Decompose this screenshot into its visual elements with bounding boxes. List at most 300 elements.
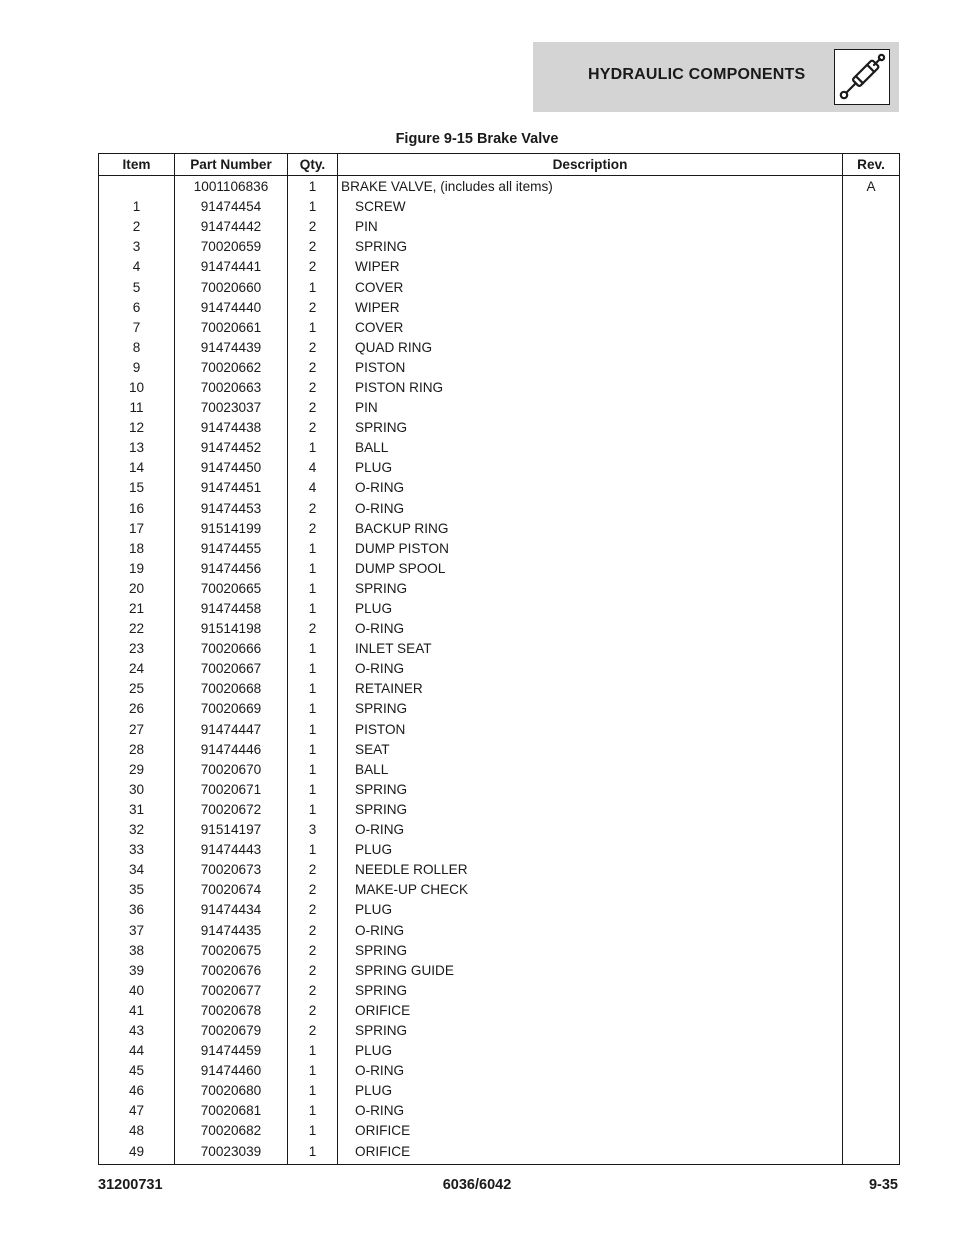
description-cell: COVER — [338, 277, 843, 297]
part-number-cell: 91474459 — [175, 1041, 288, 1061]
table-row — [99, 318, 900, 338]
part-number-cell: 70020663 — [175, 378, 288, 398]
part-number-cell: 70020671 — [175, 780, 288, 800]
description-cell: ORIFICE — [338, 1001, 843, 1021]
rev-cell — [843, 358, 900, 378]
part-number-cell: 70020681 — [175, 1101, 288, 1121]
table-row — [99, 338, 900, 358]
item-cell: 7 — [99, 318, 175, 338]
part-number-cell: 91514199 — [175, 519, 288, 539]
part-number-cell: 70020679 — [175, 1021, 288, 1041]
item-cell: 24 — [99, 659, 175, 679]
rev-cell — [843, 1142, 900, 1165]
part-number-cell: 91474453 — [175, 499, 288, 519]
description-cell: O-RING — [338, 499, 843, 519]
qty-cell: 1 — [288, 318, 338, 338]
qty-cell: 2 — [288, 418, 338, 438]
table-header-row — [99, 154, 900, 176]
part-number-cell: 91474447 — [175, 720, 288, 740]
description-cell: O-RING — [338, 619, 843, 639]
table-row — [99, 458, 900, 478]
description-cell: BALL — [338, 760, 843, 780]
part-number-cell: 70020670 — [175, 760, 288, 780]
qty-cell: 1 — [288, 277, 338, 297]
item-cell: 14 — [99, 458, 175, 478]
item-cell: 49 — [99, 1142, 175, 1165]
item-cell: 19 — [99, 559, 175, 579]
part-number-cell: 70020659 — [175, 237, 288, 257]
table-row — [99, 941, 900, 961]
qty-cell: 3 — [288, 820, 338, 840]
description-cell: DUMP PISTON — [338, 539, 843, 559]
qty-cell: 4 — [288, 458, 338, 478]
table-row — [99, 358, 900, 378]
table-row — [99, 1041, 900, 1061]
rev-cell — [843, 257, 900, 277]
table-row — [99, 499, 900, 519]
part-number-cell: 70020660 — [175, 277, 288, 297]
item-cell: 45 — [99, 1061, 175, 1081]
qty-cell: 1 — [288, 559, 338, 579]
rev-cell — [843, 418, 900, 438]
rev-cell — [843, 217, 900, 237]
item-cell: 36 — [99, 900, 175, 920]
item-cell: 11 — [99, 398, 175, 418]
table-row — [99, 1101, 900, 1121]
rev-cell — [843, 820, 900, 840]
footer-model: 6036/6042 — [442, 1177, 512, 1193]
rev-cell — [843, 1041, 900, 1061]
col-header-qty: Qty. — [288, 154, 338, 176]
table-row — [99, 378, 900, 398]
table-row — [99, 1142, 900, 1165]
part-number-cell: 91474451 — [175, 478, 288, 498]
table-row — [99, 860, 900, 880]
item-cell: 5 — [99, 277, 175, 297]
description-cell: MAKE-UP CHECK — [338, 880, 843, 900]
part-number-cell: 91474439 — [175, 338, 288, 358]
qty-cell: 2 — [288, 1021, 338, 1041]
table-row — [99, 176, 900, 198]
description-cell: PISTON — [338, 358, 843, 378]
qty-cell: 4 — [288, 478, 338, 498]
qty-cell: 2 — [288, 217, 338, 237]
qty-cell: 2 — [288, 298, 338, 318]
part-number-cell: 70020669 — [175, 699, 288, 719]
rev-cell — [843, 478, 900, 498]
description-cell: ORIFICE — [338, 1142, 843, 1165]
qty-cell: 1 — [288, 197, 338, 217]
rev-cell — [843, 458, 900, 478]
item-cell: 10 — [99, 378, 175, 398]
table-row — [99, 418, 900, 438]
qty-cell: 2 — [288, 378, 338, 398]
parts-table-body — [99, 176, 900, 1165]
table-row — [99, 519, 900, 539]
description-cell: SPRING — [338, 699, 843, 719]
description-cell: O-RING — [338, 920, 843, 940]
part-number-cell: 70020682 — [175, 1121, 288, 1141]
table-row — [99, 659, 900, 679]
table-row — [99, 820, 900, 840]
item-cell: 21 — [99, 599, 175, 619]
rev-cell — [843, 920, 900, 940]
item-cell: 9 — [99, 358, 175, 378]
table-row — [99, 197, 900, 217]
description-cell: SPRING — [338, 981, 843, 1001]
rev-cell — [843, 197, 900, 217]
part-number-cell: 91474454 — [175, 197, 288, 217]
table-row — [99, 298, 900, 318]
qty-cell: 1 — [288, 780, 338, 800]
item-cell: 13 — [99, 438, 175, 458]
qty-cell: 2 — [288, 499, 338, 519]
table-row — [99, 961, 900, 981]
rev-cell — [843, 860, 900, 880]
rev-cell — [843, 438, 900, 458]
qty-cell: 2 — [288, 860, 338, 880]
description-cell: PIN — [338, 398, 843, 418]
part-number-cell: 91514198 — [175, 619, 288, 639]
qty-cell: 1 — [288, 539, 338, 559]
rev-cell — [843, 398, 900, 418]
item-cell: 16 — [99, 499, 175, 519]
rev-cell — [843, 1101, 900, 1121]
rev-cell — [843, 519, 900, 539]
col-header-description: Description — [338, 154, 843, 176]
item-cell: 12 — [99, 418, 175, 438]
table-row — [99, 679, 900, 699]
description-cell: SPRING — [338, 418, 843, 438]
description-cell: QUAD RING — [338, 338, 843, 358]
part-number-cell: 91474435 — [175, 920, 288, 940]
qty-cell: 1 — [288, 699, 338, 719]
rev-cell — [843, 559, 900, 579]
rev-cell — [843, 277, 900, 297]
qty-cell: 1 — [288, 579, 338, 599]
table-row — [99, 800, 900, 820]
table-row — [99, 237, 900, 257]
footer-page-number: 9-35 — [868, 1177, 898, 1193]
part-number-cell: 70020673 — [175, 860, 288, 880]
col-header-part-number: Part Number — [175, 154, 288, 176]
qty-cell: 1 — [288, 599, 338, 619]
part-number-cell: 91514197 — [175, 820, 288, 840]
item-cell: 38 — [99, 941, 175, 961]
rev-cell — [843, 499, 900, 519]
rev-cell — [843, 800, 900, 820]
table-row — [99, 217, 900, 237]
item-cell: 22 — [99, 619, 175, 639]
item-cell: 43 — [99, 1021, 175, 1041]
item-cell: 34 — [99, 860, 175, 880]
qty-cell: 2 — [288, 338, 338, 358]
table-row — [99, 1081, 900, 1101]
table-row — [99, 900, 900, 920]
part-number-cell: 91474455 — [175, 539, 288, 559]
part-number-cell: 70020677 — [175, 981, 288, 1001]
item-cell: 6 — [99, 298, 175, 318]
rev-cell — [843, 237, 900, 257]
description-cell: SPRING GUIDE — [338, 961, 843, 981]
description-cell: PLUG — [338, 1041, 843, 1061]
qty-cell: 2 — [288, 941, 338, 961]
qty-cell: 2 — [288, 257, 338, 277]
table-row — [99, 639, 900, 659]
part-number-cell: 70020668 — [175, 679, 288, 699]
table-row — [99, 1061, 900, 1081]
description-cell: DUMP SPOOL — [338, 559, 843, 579]
description-cell: BACKUP RING — [338, 519, 843, 539]
description-cell: O-RING — [338, 1101, 843, 1121]
table-row — [99, 1121, 900, 1141]
rev-cell — [843, 659, 900, 679]
item-cell: 48 — [99, 1121, 175, 1141]
description-cell: INLET SEAT — [338, 639, 843, 659]
description-cell: SPRING — [338, 941, 843, 961]
item-cell: 3 — [99, 237, 175, 257]
table-row — [99, 880, 900, 900]
description-cell: O-RING — [338, 659, 843, 679]
part-number-cell: 70020662 — [175, 358, 288, 378]
table-row — [99, 1021, 900, 1041]
hydraulic-cylinder-icon — [834, 49, 890, 105]
qty-cell: 2 — [288, 619, 338, 639]
rev-cell — [843, 740, 900, 760]
part-number-cell: 91474450 — [175, 458, 288, 478]
rev-cell — [843, 1021, 900, 1041]
qty-cell: 1 — [288, 740, 338, 760]
part-number-cell: 70020661 — [175, 318, 288, 338]
item-cell: 47 — [99, 1101, 175, 1121]
rev-cell — [843, 338, 900, 358]
qty-cell: 2 — [288, 981, 338, 1001]
rev-cell — [843, 1061, 900, 1081]
qty-cell: 1 — [288, 1142, 338, 1165]
rev-cell — [843, 981, 900, 1001]
item-cell: 33 — [99, 840, 175, 860]
qty-cell: 1 — [288, 1061, 338, 1081]
part-number-cell: 91474458 — [175, 599, 288, 619]
description-cell: O-RING — [338, 478, 843, 498]
rev-cell — [843, 1121, 900, 1141]
qty-cell: 1 — [288, 720, 338, 740]
qty-cell: 2 — [288, 961, 338, 981]
part-number-cell: 70020678 — [175, 1001, 288, 1021]
table-row — [99, 760, 900, 780]
part-number-cell: 91474442 — [175, 217, 288, 237]
item-cell: 18 — [99, 539, 175, 559]
item-cell: 25 — [99, 679, 175, 699]
part-number-cell: 91474443 — [175, 840, 288, 860]
table-row — [99, 438, 900, 458]
col-header-item: Item — [99, 154, 175, 176]
part-number-cell: 91474446 — [175, 740, 288, 760]
description-cell: O-RING — [338, 1061, 843, 1081]
description-cell: SPRING — [338, 780, 843, 800]
item-cell: 23 — [99, 639, 175, 659]
description-cell: SEAT — [338, 740, 843, 760]
part-number-cell: 91474438 — [175, 418, 288, 438]
footer-doc-number: 31200731 — [98, 1177, 163, 1193]
description-cell: NEEDLE ROLLER — [338, 860, 843, 880]
item-cell — [99, 176, 175, 198]
item-cell: 40 — [99, 981, 175, 1001]
item-cell: 41 — [99, 1001, 175, 1021]
parts-table — [98, 153, 900, 1165]
rev-cell — [843, 941, 900, 961]
qty-cell: 1 — [288, 800, 338, 820]
part-number-cell: 70023037 — [175, 398, 288, 418]
qty-cell: 2 — [288, 237, 338, 257]
part-number-cell: 1001106836 — [175, 176, 288, 198]
rev-cell — [843, 599, 900, 619]
item-cell: 39 — [99, 961, 175, 981]
table-row — [99, 720, 900, 740]
rev-cell: A — [843, 176, 900, 198]
figure-title: Figure 9-15 Brake Valve — [395, 131, 559, 147]
table-row — [99, 539, 900, 559]
item-cell: 20 — [99, 579, 175, 599]
item-cell: 35 — [99, 880, 175, 900]
rev-cell — [843, 880, 900, 900]
rev-cell — [843, 720, 900, 740]
part-number-cell: 70020675 — [175, 941, 288, 961]
description-cell: SPRING — [338, 1021, 843, 1041]
item-cell: 2 — [99, 217, 175, 237]
part-number-cell: 70020665 — [175, 579, 288, 599]
description-cell: COVER — [338, 318, 843, 338]
description-cell: PISTON — [338, 720, 843, 740]
qty-cell: 1 — [288, 438, 338, 458]
part-number-cell: 91474440 — [175, 298, 288, 318]
item-cell: 29 — [99, 760, 175, 780]
rev-cell — [843, 579, 900, 599]
rev-cell — [843, 539, 900, 559]
table-row — [99, 579, 900, 599]
qty-cell: 1 — [288, 679, 338, 699]
rev-cell — [843, 840, 900, 860]
item-cell: 15 — [99, 478, 175, 498]
qty-cell: 1 — [288, 1081, 338, 1101]
rev-cell — [843, 619, 900, 639]
table-row — [99, 1001, 900, 1021]
part-number-cell: 91474452 — [175, 438, 288, 458]
part-number-cell: 70020667 — [175, 659, 288, 679]
description-cell: SPRING — [338, 579, 843, 599]
description-cell: ORIFICE — [338, 1121, 843, 1141]
description-cell: O-RING — [338, 820, 843, 840]
item-cell: 30 — [99, 780, 175, 800]
part-number-cell: 70020674 — [175, 880, 288, 900]
description-cell: SCREW — [338, 197, 843, 217]
qty-cell: 2 — [288, 519, 338, 539]
part-number-cell: 91474434 — [175, 900, 288, 920]
part-number-cell: 70023039 — [175, 1142, 288, 1165]
item-cell: 31 — [99, 800, 175, 820]
table-row — [99, 257, 900, 277]
table-row — [99, 981, 900, 1001]
item-cell: 37 — [99, 920, 175, 940]
rev-cell — [843, 961, 900, 981]
qty-cell: 1 — [288, 659, 338, 679]
description-cell: SPRING — [338, 800, 843, 820]
qty-cell: 2 — [288, 900, 338, 920]
rev-cell — [843, 679, 900, 699]
table-row — [99, 699, 900, 719]
rev-cell — [843, 760, 900, 780]
table-row — [99, 840, 900, 860]
qty-cell: 1 — [288, 639, 338, 659]
description-cell: PLUG — [338, 840, 843, 860]
description-cell: RETAINER — [338, 679, 843, 699]
part-number-cell: 91474460 — [175, 1061, 288, 1081]
qty-cell: 1 — [288, 176, 338, 198]
section-title: HYDRAULIC COMPONENTS — [588, 66, 806, 83]
rev-cell — [843, 900, 900, 920]
col-header-rev: Rev. — [843, 154, 900, 176]
rev-cell — [843, 318, 900, 338]
description-cell: PLUG — [338, 458, 843, 478]
description-cell: BRAKE VALVE, (includes all items) — [338, 176, 843, 198]
description-cell: PISTON RING — [338, 378, 843, 398]
table-row — [99, 478, 900, 498]
rev-cell — [843, 639, 900, 659]
table-row — [99, 398, 900, 418]
item-cell: 44 — [99, 1041, 175, 1061]
item-cell: 27 — [99, 720, 175, 740]
table-row — [99, 277, 900, 297]
part-number-cell: 70020680 — [175, 1081, 288, 1101]
description-cell: PIN — [338, 217, 843, 237]
description-cell: SPRING — [338, 237, 843, 257]
item-cell: 17 — [99, 519, 175, 539]
qty-cell: 1 — [288, 760, 338, 780]
item-cell: 32 — [99, 820, 175, 840]
part-number-cell: 91474456 — [175, 559, 288, 579]
part-number-cell: 70020672 — [175, 800, 288, 820]
table-row — [99, 780, 900, 800]
description-cell: PLUG — [338, 900, 843, 920]
description-cell: WIPER — [338, 257, 843, 277]
rev-cell — [843, 780, 900, 800]
rev-cell — [843, 378, 900, 398]
description-cell: PLUG — [338, 1081, 843, 1101]
section-header — [533, 42, 899, 112]
rev-cell — [843, 699, 900, 719]
rev-cell — [843, 1081, 900, 1101]
table-row — [99, 920, 900, 940]
part-number-cell: 91474441 — [175, 257, 288, 277]
qty-cell: 1 — [288, 1121, 338, 1141]
qty-cell: 2 — [288, 398, 338, 418]
rev-cell — [843, 1001, 900, 1021]
rev-cell — [843, 298, 900, 318]
table-row — [99, 599, 900, 619]
qty-cell: 2 — [288, 358, 338, 378]
qty-cell: 1 — [288, 1041, 338, 1061]
item-cell: 46 — [99, 1081, 175, 1101]
table-row — [99, 559, 900, 579]
qty-cell: 2 — [288, 880, 338, 900]
description-cell: WIPER — [338, 298, 843, 318]
table-row — [99, 619, 900, 639]
item-cell: 28 — [99, 740, 175, 760]
part-number-cell: 70020676 — [175, 961, 288, 981]
table-row — [99, 740, 900, 760]
qty-cell: 1 — [288, 1101, 338, 1121]
description-cell: BALL — [338, 438, 843, 458]
